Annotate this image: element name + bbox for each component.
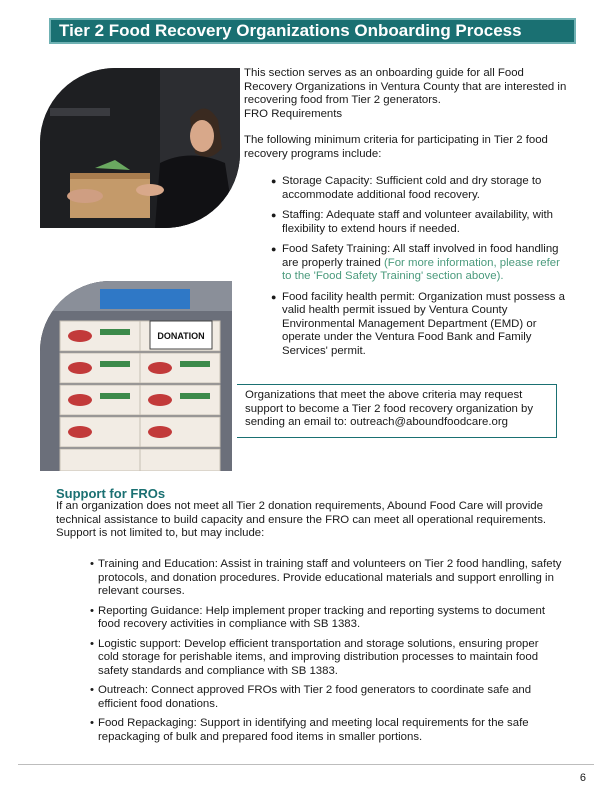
criteria-lead: The following minimum criteria for participating in Tier 2 food recovery programs include: <box>244 134 548 160</box>
section-heading: Support for FROs <box>56 486 166 501</box>
list-item: ● Staffing: Adequate staff and volunteer availability, with flexibility to extend hours if needed. <box>271 209 571 236</box>
donation-boxes-photo <box>40 281 232 471</box>
list-item: • Outreach: Connect approved FROs with Tier 2 food generators to coordinate safe and efficient food donations. <box>90 684 562 711</box>
footer-divider <box>18 764 594 765</box>
callout-box <box>237 384 557 438</box>
page-title: Tier 2 Food Recovery Organizations Onboarding Process <box>49 18 576 44</box>
training-reference-note: (For more information, please refer to the 'Food Safety Training' section above). <box>282 256 560 282</box>
intro-text <box>244 67 574 161</box>
list-item: • Reporting Guidance: Help implement proper tracking and reporting systems to document food recovery activities in compliance with SB 1383. <box>90 605 562 632</box>
intro-description: This section serves as an onboarding guide for all Food Recovery Organizations in Ventura County that are interested in recovering food from Tier 2 generators. <box>244 67 567 106</box>
fro-requirements-label: FRO Requirements <box>244 107 343 120</box>
list-item: • Food Repackaging: Support in identifying and meeting local requirements for the safe repackaging of bulk and prepared food items in smaller portions. <box>90 717 562 744</box>
callout-text: Organizations that meet the above criteria may request support to become a Tier 2 food recovery organization by sending an email to: outreach@aboundfoodcare.org <box>245 389 534 428</box>
volunteer-photo <box>40 68 240 228</box>
support-list <box>90 558 562 750</box>
list-item: • Training and Education: Assist in training staff and volunteers on Tier 2 food handling, safety protocols, and donation procedures. Provide educational materials and support enrolling in relevant courses. <box>90 558 562 599</box>
list-item: ● Food facility health permit: Organization must possess a valid health permit issued by Ventura County Environmental Management Department (EMD) or operate under the Ventura Food Bank and Family Services' permit. <box>271 291 571 359</box>
list-item: • Logistic support: Develop efficient transportation and storage solutions, ensuring proper cold storage for perishable items, and improving distribution processes to maintain food safety standards and compliance with SB 1383. <box>90 638 562 679</box>
list-item: ● Storage Capacity: Sufficient cold and dry storage to accommodate additional food recovery. <box>271 175 571 202</box>
criteria-list <box>271 175 571 365</box>
list-item: ● Food Safety Training: All staff involved in food handling are properly trained (For more information, please refer to the 'Food Safety Training' section above). <box>271 243 571 284</box>
support-intro: If an organization does not meet all Tier 2 donation requirements, Abound Food Care will provide technical assistance to build capacity and ensure the FRO can meet all operational requirements. Support is not limited to, but may include: <box>56 500 547 539</box>
donation-sign: DONATION <box>157 331 205 341</box>
page-number: 6 <box>579 772 586 784</box>
